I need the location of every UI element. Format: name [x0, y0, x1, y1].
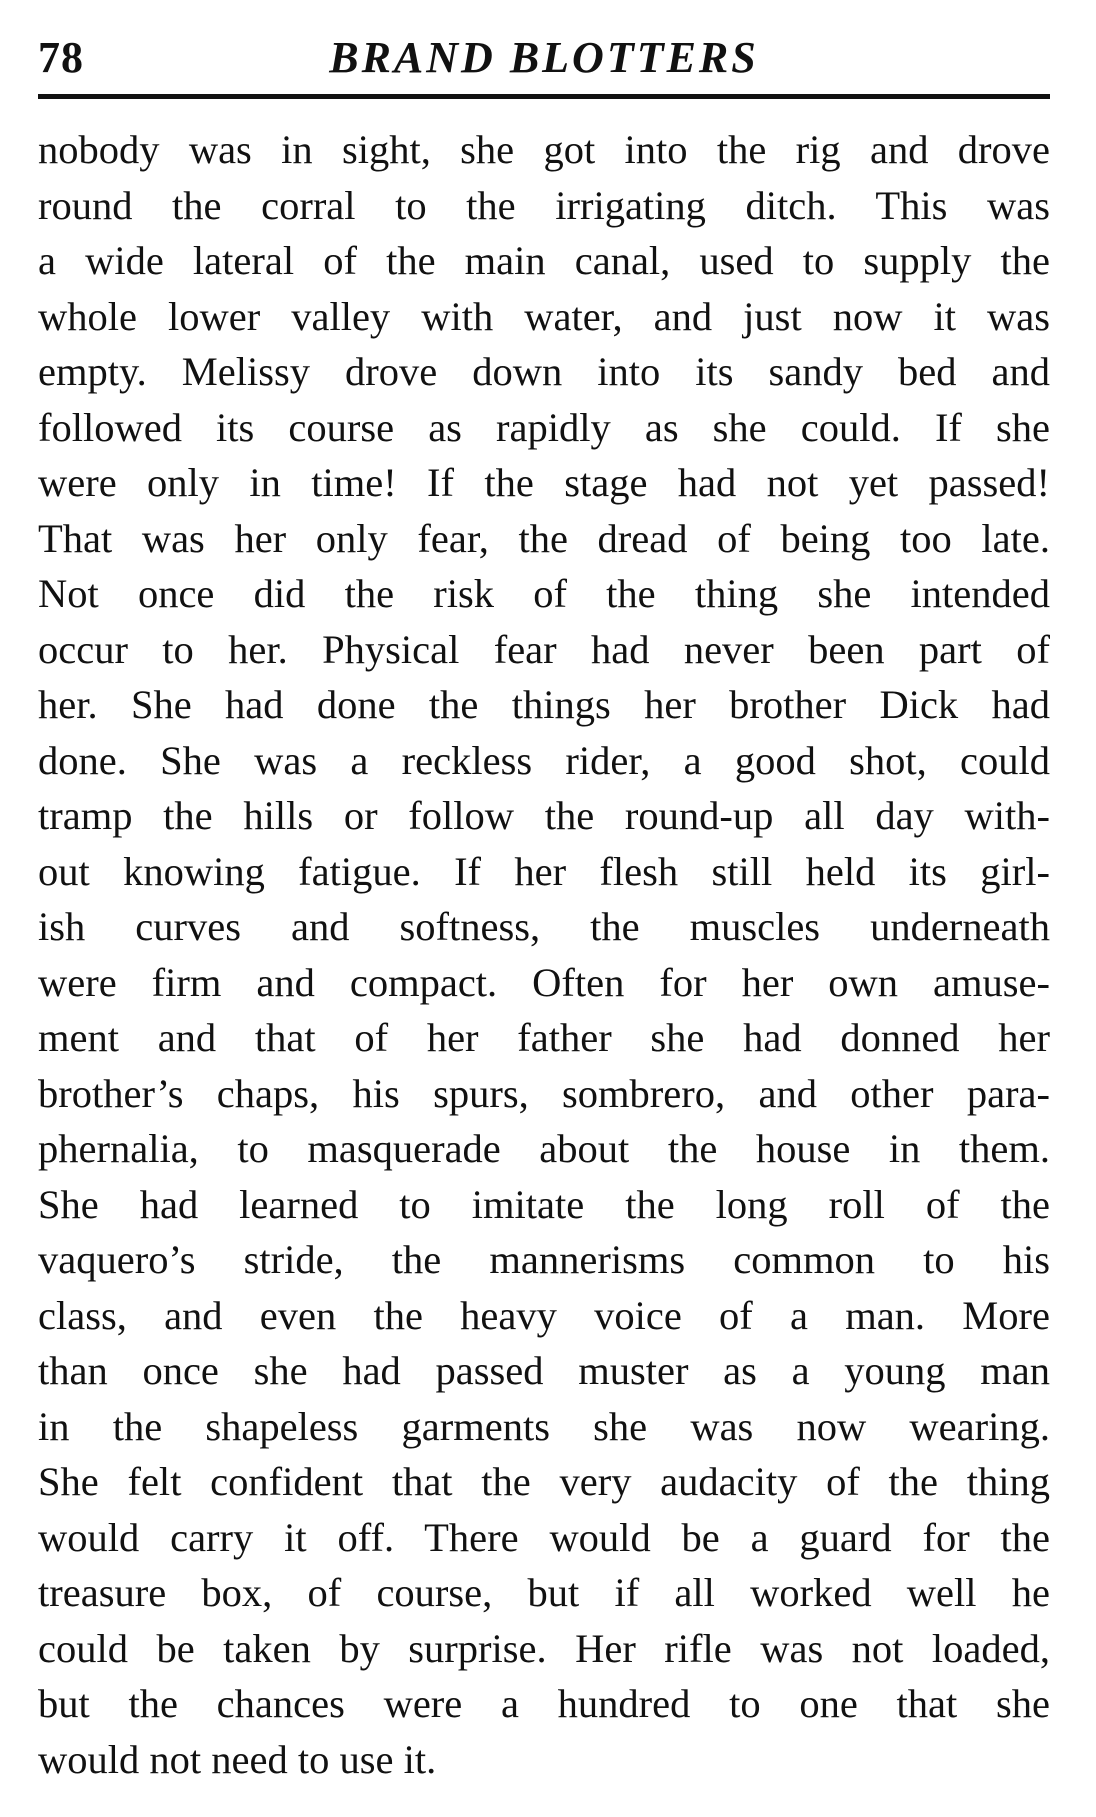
text-line: empty. Melissy drove down into its sandy bed and: [38, 349, 1050, 394]
text-line: a wide lateral of the main canal, used to supply the: [38, 238, 1050, 283]
text-line: would not need to use it.: [38, 1736, 437, 1782]
text-line: were only in time! If the stage had not yet passed!: [38, 460, 1050, 505]
page-header: [38, 28, 1050, 88]
text-line: in the shapeless garments she was now wearing.: [38, 1403, 1050, 1449]
text-line: would carry it off. There would be a guard for the: [38, 1514, 1050, 1560]
text-line: Not once did the risk of the thing she intended: [38, 571, 1050, 616]
header-rule: [38, 94, 1050, 99]
text-line: ish curves and softness, the muscles underneath: [38, 904, 1050, 949]
text-line: class, and even the heavy voice of a man. More: [38, 1292, 1050, 1338]
text-line: round the corral to the irrigating ditch. This was: [38, 182, 1050, 228]
text-line: done. She was a reckless rider, a good shot, could: [38, 737, 1050, 783]
text-line: treasure box, of course, but if all worked well he: [38, 1570, 1050, 1615]
text-line: tramp the hills or follow the round-up all day with-: [38, 793, 1050, 838]
text-line: vaquero’s stride, the mannerisms common to his: [38, 1237, 1050, 1282]
text-line: That was her only fear, the dread of being too late.: [38, 515, 1050, 561]
text-line: were firm and compact. Often for her own amuse-: [38, 959, 1050, 1005]
body-text: [38, 122, 1050, 1787]
text-line: out knowing fatigue. If her flesh still held its girl-: [38, 848, 1050, 894]
text-line: nobody was in sight, she got into the rig and drove: [38, 127, 1050, 172]
text-line: whole lower valley with water, and just now it was: [38, 293, 1050, 339]
text-line: phernalia, to masquerade about the house in them.: [38, 1126, 1050, 1171]
text-line: than once she had passed muster as a young man: [38, 1348, 1050, 1393]
text-line: occur to her. Physical fear had never been part of: [38, 626, 1050, 672]
text-line: followed its course as rapidly as she could. If she: [38, 404, 1050, 450]
text-line: her. She had done the things her brother Dick had: [38, 682, 1050, 727]
text-line: brother’s chaps, his spurs, sombrero, and other para-: [38, 1070, 1050, 1116]
text-line: She had learned to imitate the long roll of the: [38, 1181, 1050, 1227]
page-number: 78: [38, 33, 84, 82]
text-line: could be taken by surprise. Her rifle was not loaded,: [38, 1625, 1050, 1671]
text-line: She felt confident that the very audacity of the thing: [38, 1459, 1050, 1504]
text-line: ment and that of her father she had donned her: [38, 1015, 1050, 1060]
running-title: BRAND BLOTTERS: [329, 33, 759, 82]
text-line: but the chances were a hundred to one that she: [38, 1681, 1050, 1726]
